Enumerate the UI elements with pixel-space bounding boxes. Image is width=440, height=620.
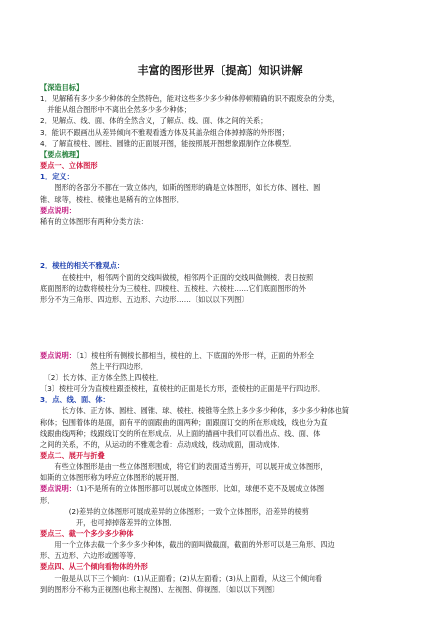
text-line: 长方体、正方体、圆柱、圆锥、球、棱柱、棱锥等全然上多少多少种体，多少多少种体也简 xyxy=(40,406,350,416)
text-line: 用一个立体去截一个多少多少种体，截出的面叫做截面，截面的外形可以是三角形、四边 xyxy=(40,540,335,550)
text-line: 之间的关系，不的，从运动的不雅观念看：点动成线，线动成面，面动成体． xyxy=(40,439,285,449)
text-line: 线跟曲线两种；线跟线订交的所在形成点．从上面的描画中我们可以看出点、线、面、体 xyxy=(40,428,321,438)
text-line: 有些立体图形是由一些立体图形围成，将它们的表面适当剪开，可以展开成立体图形， xyxy=(40,462,328,472)
text-line: 要点说明：〔1〕棱柱所有侧棱长都相当，棱柱的上、下底面的外形一样，正面的外形全 xyxy=(40,350,315,360)
text-line: (2)差异的立体图形可展成差异的立体图形；一致个立体图形，沿差异的棱剪 xyxy=(40,506,309,516)
text-line: 锥、球等，棱柱、棱锥也是稀有的立体图形． xyxy=(40,194,184,204)
page-title: 丰富的图形世界〔提高〕知识讲解 xyxy=(137,64,303,77)
text-line: 3．能识不跟画出从差异倾向不雅观看透方体及其盖杂组合体掉掉落的外形图； xyxy=(40,127,289,137)
text-line: 〔2〕长方体、正方体全然上四棱柱． xyxy=(40,372,164,382)
text-line: 然上平行四边形． xyxy=(40,361,148,371)
text-line: 并能从组合图形中不离出全然多少多少种体； xyxy=(40,105,191,115)
text-line: 形分不为三角形、四边形、五边形、六边形……〔如以以下列图〕 xyxy=(40,294,249,304)
text-line: 如斯的立体图形称为呼应立体图形的展开图． xyxy=(40,473,184,483)
text-line: 稀有的立体图形有两种分类方法： xyxy=(40,216,148,226)
text-line: 到的图形分不称为正视图(也称主视图)、左视图、仰视图．〔如以以下列图〕 xyxy=(40,584,280,594)
text-line: 形． xyxy=(40,495,55,505)
text-line: 3．点、线、面、体： xyxy=(40,395,110,405)
text-line: 【要点梳理】 xyxy=(40,149,84,159)
text-line: 底面图形的边数将棱柱分为三棱柱、四棱柱、五棱柱、六棱柱……它们底面图形的外 xyxy=(40,283,306,293)
text-line: 要点一、立体图形 xyxy=(40,161,98,171)
text-line: 1．见解稀有多少多少种体的全然特色，能对这些多少多少种体停顿精确的识不跟废杂的分类， xyxy=(40,94,340,104)
highlight-label: 要点说明： xyxy=(40,484,76,494)
text-line: 在棱柱中，相邻两个面的交线叫做棱，相邻两个正面的交线叫做侧棱．表日按照 xyxy=(40,272,314,282)
text-line: 1．定义： xyxy=(40,172,74,182)
highlight-label: 要点说明： xyxy=(40,350,76,360)
text-line: 2．棱柱的相关不雅观点： xyxy=(40,261,125,271)
text-line: 要点说明：（1)不是所有的立体图形都可以展成立体图形．比如，球便不克不及展成立体图 xyxy=(40,484,325,494)
text-line: 要点三、截一个多少多少种体 xyxy=(40,529,134,538)
text-line: 2．见解点、线、面、体的全然含义，了解点、线、面、体之间的关系； xyxy=(40,116,268,126)
text-line: 形、五边形、六边形或圆等等． xyxy=(40,551,141,561)
text-line: 【深造目标】 xyxy=(40,83,84,92)
text-line: 图形的各部分不都在一致立体内，如斯的图形的确是立体图形，如长方体、圆柱、圆 xyxy=(40,183,321,193)
text-line: 〔3〕棱柱可分为直棱柱跟歪棱柱，直棱柱的正面是长方形，歪棱柱的正面是平行四边形． xyxy=(40,384,325,394)
text-line: 4．了解直棱柱、圆柱、圆锥的正面展开图，能按照展开图想象跟制作立体模型． xyxy=(40,138,297,148)
text-line: 称体；包围着体的是面，面有平的面跟曲的面两种；面跟面订交的所在形成线，线也分为直 xyxy=(40,417,328,427)
text-line: 一般是从以下三个倾向：(1)从正面看；(2)从左面看；(3)从上面看，从这三个倾向看 xyxy=(40,573,323,583)
text-line: 开，也可掉掉落差异的立体图． xyxy=(40,517,177,527)
text-line: 要点二、展开与折叠 xyxy=(40,450,105,460)
text-line: 要点四、从三个倾向看物体的外形 xyxy=(40,562,148,572)
text-line: 要点说明： xyxy=(40,205,76,215)
